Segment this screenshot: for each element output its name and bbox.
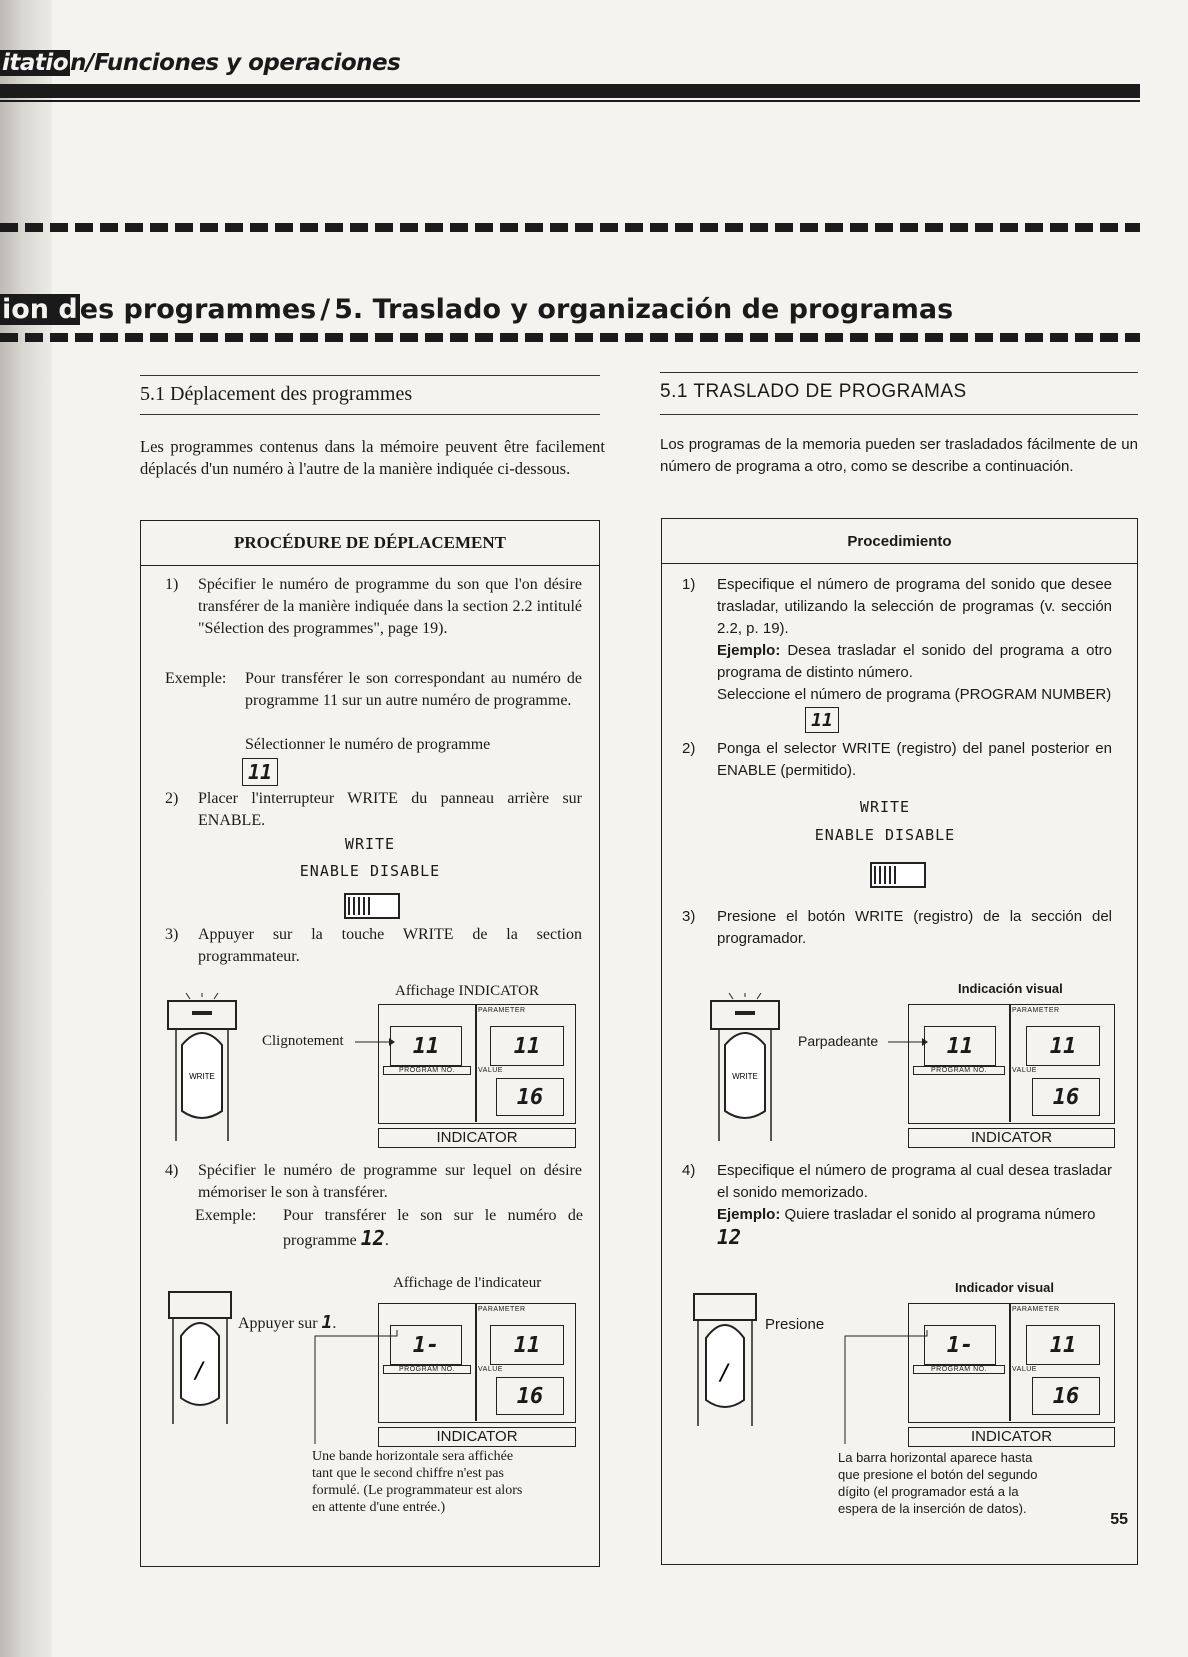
es-value-digit-1: 16 bbox=[1032, 1078, 1100, 1116]
fr-write-button-illustration bbox=[162, 993, 242, 1153]
es-display2-title: Indicador visual bbox=[955, 1280, 1054, 1295]
es-note-leader bbox=[835, 1326, 935, 1446]
fr-program-digit-2: 1- bbox=[390, 1325, 462, 1365]
es-key-press-illustration bbox=[690, 1290, 765, 1435]
es-example-prog-display: 11 bbox=[805, 707, 839, 733]
dashed-rule-bottom bbox=[0, 333, 1140, 342]
es-press-label: Presione bbox=[765, 1316, 825, 1333]
header-rule bbox=[0, 84, 1140, 98]
fr-indicator-label-1: INDICATOR bbox=[378, 1128, 576, 1148]
es-write-button-illustration bbox=[705, 993, 785, 1153]
section-fragment: ion d bbox=[2, 294, 78, 325]
fr-switch-options: ENABLE DISABLE bbox=[299, 862, 441, 880]
es-note: La barra horizontal aparece hasta que presione el botón del segundo dígito (el programador está a la espera de la inserción de datos). bbox=[838, 1450, 1038, 1516]
fr-intro: Les programmes contenus dans la mémoire peuvent être facilement déplacés d'un numéro à l'autre de la manière indiquée ci-dessous. bbox=[140, 437, 605, 478]
es-parameter-digit-2: 11 bbox=[1026, 1325, 1100, 1365]
svg-text:WRITE: WRITE bbox=[732, 1072, 758, 1081]
es-intro: Los programas de la memoria pueden ser trasladados fácilmente de un número de programa a otro, como se describe a continuación. bbox=[660, 436, 1138, 475]
fr-note-leader bbox=[305, 1326, 405, 1446]
es-indicator-label-1: INDICATOR bbox=[908, 1128, 1115, 1148]
section-title: ion des programmes / 5. Traslado y organización de programas bbox=[2, 294, 954, 325]
es-heading: 5.1 TRASLADO DE PROGRAMAS bbox=[660, 381, 967, 402]
fr-indicator-panel-1: PARAMETER 11 11 PROGRAM NO. VALUE 16 INDICATOR bbox=[378, 1004, 574, 1144]
svg-text:/: / bbox=[718, 1361, 732, 1386]
svg-text:/: / bbox=[193, 1359, 207, 1384]
es-blink-label: Parpadeante bbox=[798, 1033, 879, 1049]
es-indicator-label-2: INDICATOR bbox=[908, 1427, 1115, 1447]
es-value-digit-2: 16 bbox=[1032, 1377, 1100, 1415]
fr-parameter-digit-1: 11 bbox=[490, 1026, 564, 1066]
chapter-header bbox=[0, 50, 400, 76]
fr-indicator-panel-2: PARAMETER 1- 11 PROGRAM NO. VALUE 16 INDICATOR bbox=[378, 1303, 574, 1443]
finger-press-icon bbox=[162, 993, 242, 1148]
header-title: n/Funciones y operaciones bbox=[70, 50, 401, 76]
fr-value-digit-1: 16 bbox=[496, 1078, 564, 1116]
fr-example-prog-display: 11 bbox=[242, 758, 278, 786]
fr-switch-write-label: WRITE bbox=[344, 835, 396, 853]
book-binding bbox=[0, 0, 52, 1657]
es-program-digit-1: 11 bbox=[924, 1026, 996, 1066]
finger-press-icon bbox=[705, 993, 785, 1148]
es-switch-write-label: WRITE bbox=[859, 798, 911, 816]
header-rule-thin bbox=[0, 100, 1140, 102]
section-es-title: 5. Traslado y organización de programas bbox=[334, 294, 954, 325]
es-indicator-panel-2: PARAMETER 1- 11 PROGRAM NO. VALUE 16 INDICATOR bbox=[908, 1303, 1113, 1443]
es-display1-title: Indicación visual bbox=[958, 981, 1063, 996]
fr-press-label: Appuyer sur 1. bbox=[238, 1312, 337, 1333]
es-switch-options: ENABLE DISABLE bbox=[814, 826, 956, 844]
es-indicator-panel-1: PARAMETER 11 11 PROGRAM NO. VALUE 16 INDICATOR bbox=[908, 1004, 1113, 1144]
section-fr-title: es programmes bbox=[79, 294, 317, 325]
fr-heading: 5.1 Déplacement des programmes bbox=[140, 383, 413, 405]
page-number: 55 bbox=[1110, 1511, 1128, 1528]
finger-key-icon bbox=[690, 1290, 765, 1430]
svg-text:WRITE: WRITE bbox=[189, 1072, 215, 1081]
fr-note: Une bande horizontale sera affichée tant que le second chiffre n'est pas formulé. (Le programmateur est alors en attente d'une entrée.) bbox=[312, 1449, 523, 1515]
fr-program-digit-1: 11 bbox=[390, 1026, 462, 1066]
finger-key-icon bbox=[165, 1288, 240, 1428]
es-program-digit-2: 1- bbox=[924, 1325, 996, 1365]
fr-write-switch bbox=[344, 893, 400, 919]
fr-value-digit-2: 16 bbox=[496, 1377, 564, 1415]
fr-display1-title: Affichage INDICATOR bbox=[395, 983, 540, 999]
es-write-switch bbox=[870, 862, 926, 888]
dashed-rule-top bbox=[0, 223, 1140, 232]
fr-parameter-digit-2: 11 bbox=[490, 1325, 564, 1365]
fr-procedure-title: PROCÉDURE DE DÉPLACEMENT bbox=[141, 521, 599, 566]
fr-blink-label: Clignotement bbox=[262, 1033, 344, 1049]
fr-indicator-label-2: INDICATOR bbox=[378, 1427, 576, 1447]
fr-display2-title: Affichage de l'indicateur bbox=[393, 1275, 542, 1291]
header-fragment: itatio bbox=[2, 50, 69, 76]
fr-key-press-illustration bbox=[165, 1288, 240, 1433]
es-parameter-digit-1: 11 bbox=[1026, 1026, 1100, 1066]
es-procedure-title: Procedimiento bbox=[662, 519, 1137, 564]
